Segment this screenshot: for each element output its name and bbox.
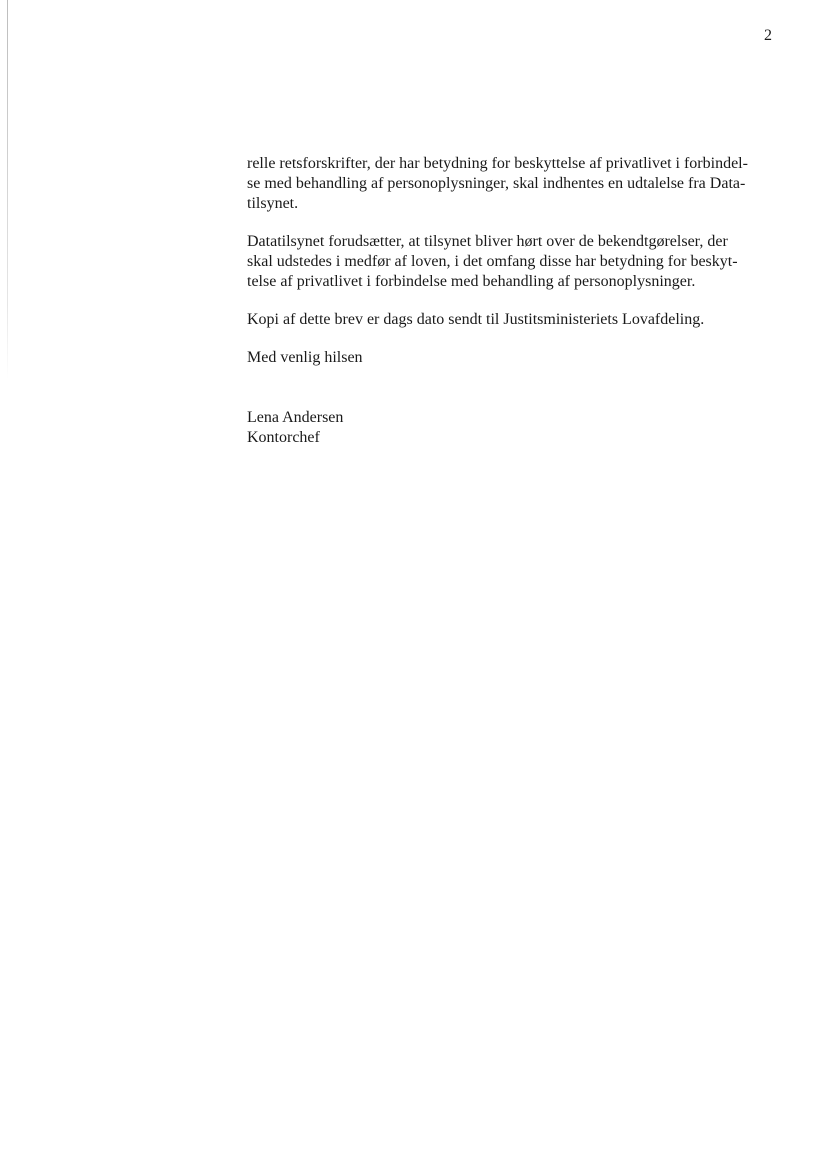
paragraph-line: telse af privatlivet i forbindelse med behandling af personoplysninger. <box>247 273 696 290</box>
paragraph-line: Datatilsynet forudsætter, at tilsynet bliver hørt over de bekendtgørelser, der <box>247 233 728 250</box>
closing-salutation: Med venlig hilsen <box>247 349 363 366</box>
paragraph-line: relle retsforskrifter, der har betydning for beskyttelse af privatlivet i forbindel- <box>247 155 748 172</box>
page-number: 2 <box>764 27 772 44</box>
scan-edge-line <box>7 0 8 380</box>
paragraph-copy-note <box>247 310 787 330</box>
paragraph-line: skal udstedes i medfør af loven, i det omfang disse har betydning for beskyt- <box>247 253 738 270</box>
signatory-name: Lena Andersen <box>247 409 344 426</box>
letter-body <box>247 154 787 368</box>
signature-block <box>247 408 343 448</box>
paragraph-executive-orders <box>247 232 787 292</box>
paragraph-line: Kopi af dette brev er dags dato sendt til Justitsministeriets Lovafdeling. <box>247 311 705 328</box>
paragraph-consultation <box>247 154 787 214</box>
paragraph-line: se med behandling af personoplysninger, skal indhentes en udtalelse fra Data- <box>247 175 746 192</box>
paragraph-line: tilsynet. <box>247 195 299 212</box>
signatory-title: Kontorchef <box>247 429 320 446</box>
